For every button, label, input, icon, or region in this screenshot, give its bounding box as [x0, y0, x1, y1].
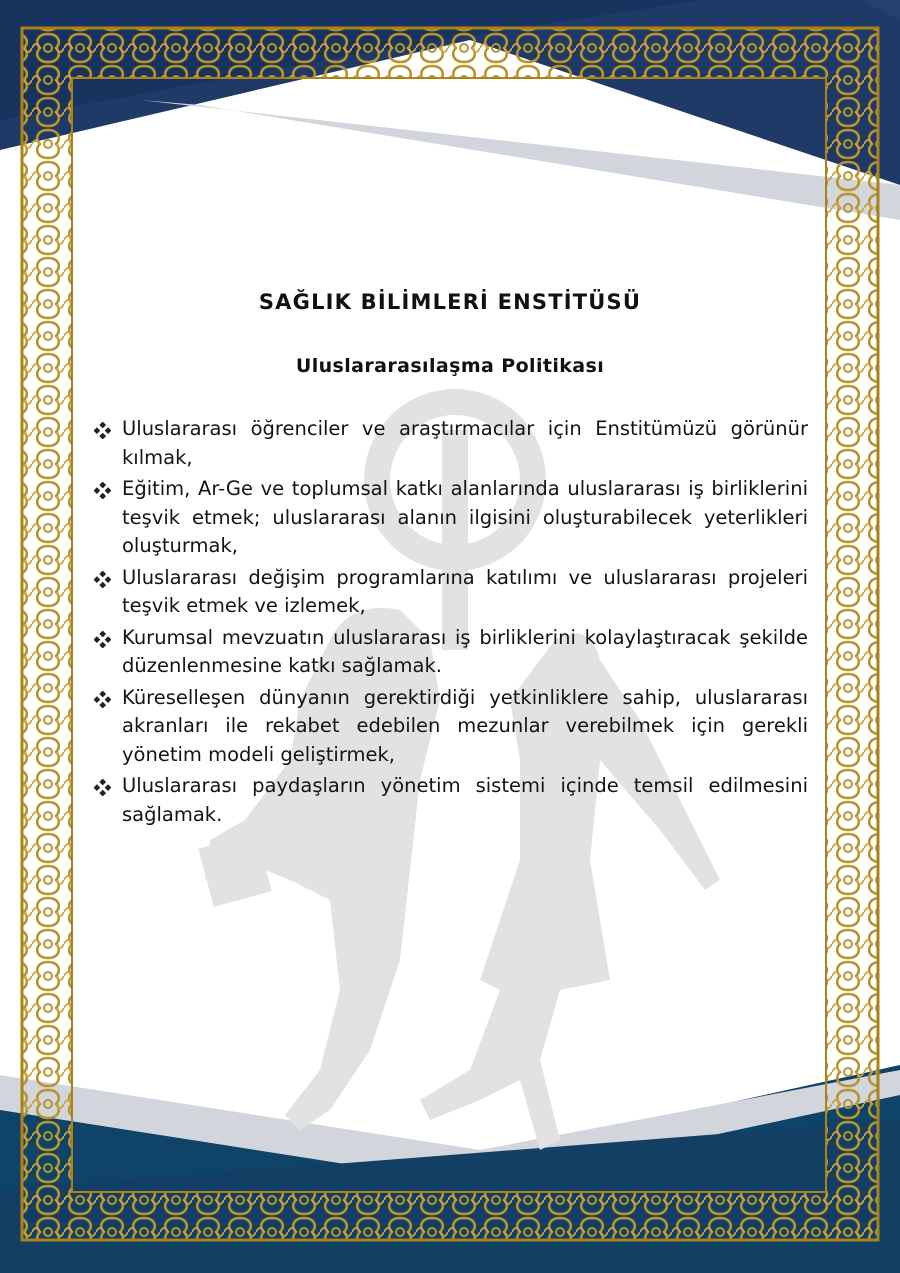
policy-title: Uluslararasılaşma Politikası	[295, 355, 605, 377]
policy-item-text: Uluslararası değişim programlarına katılımı ve uluslararası projeleri teşvik etmek ve izlemek,	[122, 565, 808, 617]
policy-item	[94, 415, 808, 472]
policy-item-text: Küreselleşen dünyanın gerektirdiği yetkinliklere sahip, uluslararası akranları ile rekabet edebilen mezunlar verebilmek için gerekli yönetim modeli geliştirmek,	[122, 685, 808, 766]
policy-item	[94, 624, 808, 681]
policy-item-text: Kurumsal mevzuatın uluslararası iş birliklerini kolaylaştıracak şekilde düzenlenmesine katkı sağlamak.	[122, 625, 808, 677]
diamond-cluster-bullet-icon	[94, 482, 111, 499]
policy-list	[94, 415, 808, 832]
diamond-cluster-bullet-icon	[94, 631, 111, 648]
policy-item	[94, 475, 808, 561]
diamond-cluster-bullet-icon	[94, 691, 111, 708]
policy-item-text: Uluslararası öğrenciler ve araştırmacılar için Enstitümüzü görünür kılmak,	[122, 417, 808, 469]
policy-item	[94, 772, 808, 829]
diamond-cluster-bullet-icon	[94, 571, 111, 588]
diamond-cluster-bullet-icon	[94, 422, 111, 439]
policy-item-text: Eğitim, Ar-Ge ve toplumsal katkı alanlarında uluslararası iş birliklerini teşvik etmek; uluslararası alanın ilgisini oluşturabilecek yeterlikleri oluşturmak,	[122, 477, 808, 557]
policy-item	[94, 564, 808, 621]
policy-item	[94, 684, 808, 770]
diamond-cluster-bullet-icon	[94, 779, 111, 796]
institute-title: SAĞLIK BİLİMLERİ ENSTİTÜSÜ	[258, 290, 642, 314]
policy-item-text: Uluslararası paydaşların yönetim sistemi içinde temsil edilmesini sağlamak.	[122, 774, 808, 826]
